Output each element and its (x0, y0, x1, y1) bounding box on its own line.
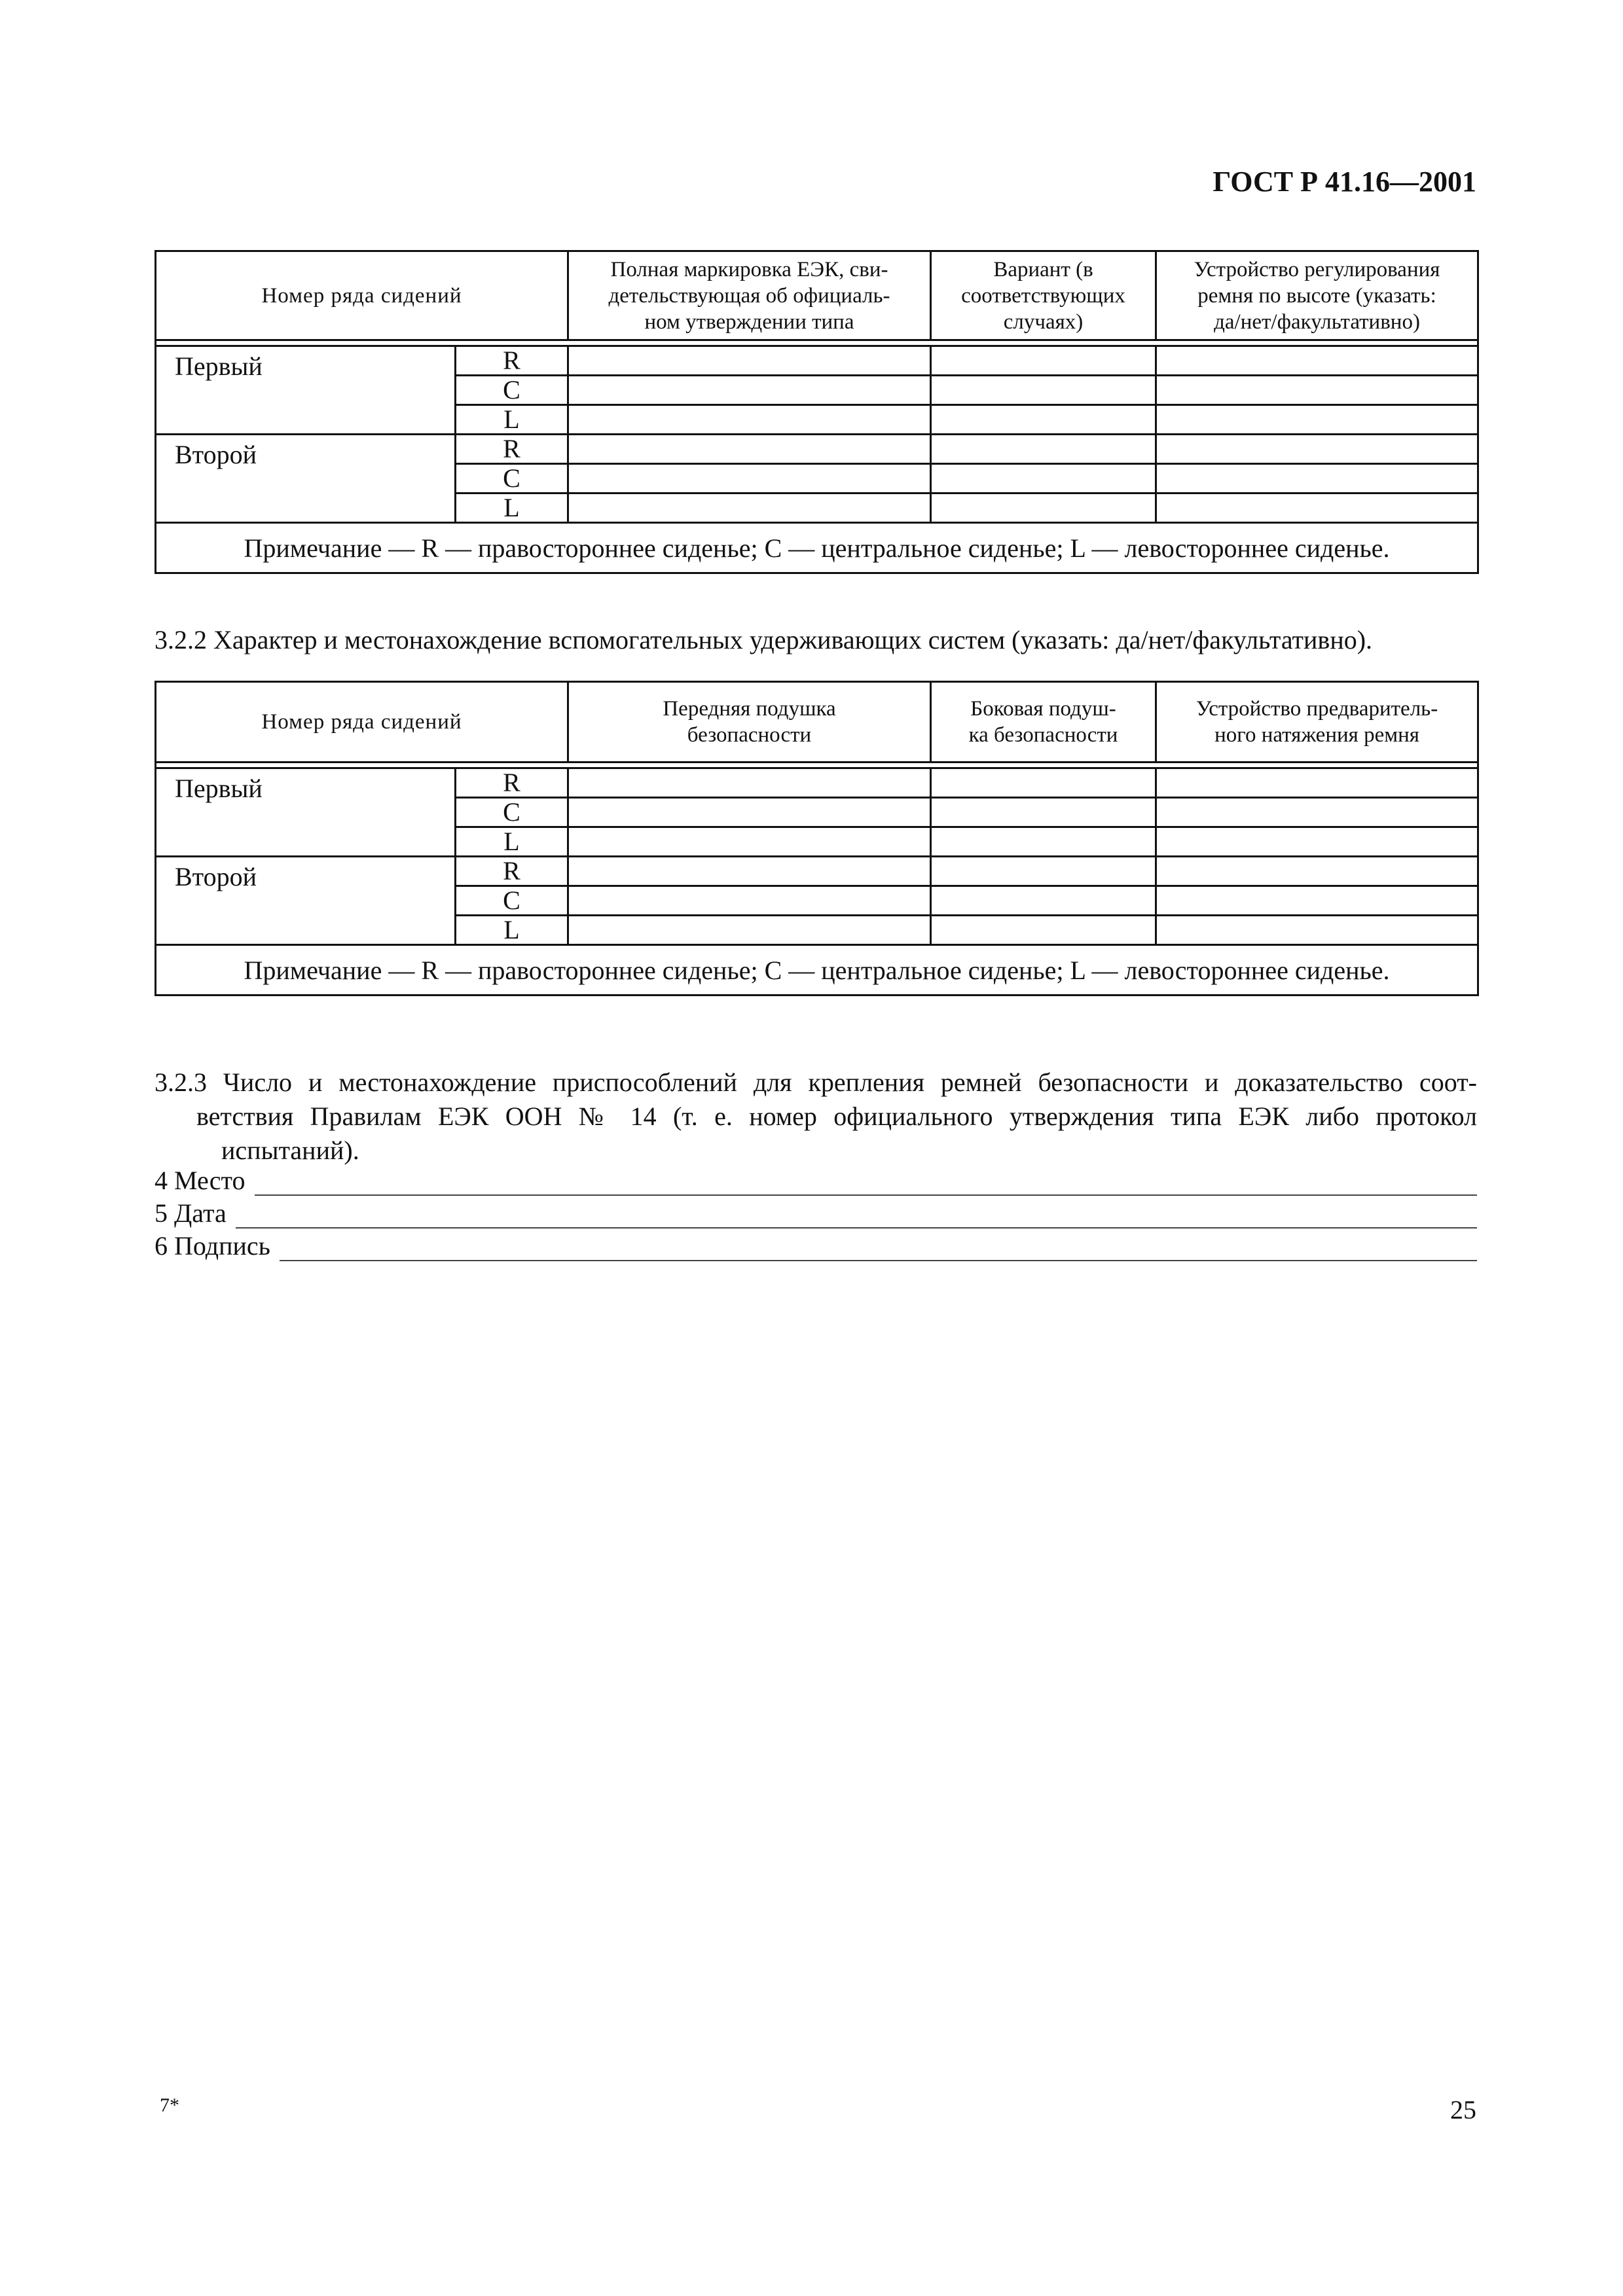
table-cell[interactable] (931, 405, 1156, 435)
table-cell[interactable] (931, 435, 1156, 464)
table-row (156, 346, 1478, 376)
table-cell[interactable] (931, 857, 1156, 886)
table-cell[interactable] (931, 886, 1156, 916)
place-field (155, 1165, 1477, 1196)
row-label-first: Первый (156, 768, 456, 857)
paragraph-3-2-3 (155, 1066, 1477, 1168)
table-cell[interactable] (931, 798, 1156, 827)
table-cell[interactable] (1156, 798, 1478, 827)
col-pretensioner: Устройство предваритель- ного натяжения ремня (1156, 682, 1478, 762)
sheet-marker: 7* (160, 2094, 179, 2116)
place-input-line[interactable] (255, 1171, 1478, 1196)
table-note: Примечание — R — правостороннее сиденье; С — центральное сиденье; L — левостороннее сиденье. (156, 945, 1478, 996)
table-cell[interactable] (1156, 376, 1478, 405)
row-label-second: Второй (156, 435, 456, 523)
para-line: 3.2.3 Число и местонахождение приспособлений для крепления ремней безопасности и доказательство соот- (155, 1067, 1477, 1097)
row-label-first: Первый (156, 346, 456, 435)
table-cell[interactable] (568, 857, 931, 886)
seat-position: R (456, 768, 568, 798)
table-cell[interactable] (931, 768, 1156, 798)
page-number: 25 (1450, 2095, 1476, 2125)
table-cell[interactable] (568, 435, 931, 464)
table-cell[interactable] (931, 493, 1156, 523)
table-row (156, 435, 1478, 464)
table-cell[interactable] (568, 768, 931, 798)
para-line: ветствия Правилам ЕЭК ООН № 14 (т. е. номер официального утверждения типа ЕЭК либо протокол (196, 1102, 1477, 1131)
document-code: ГОСТ Р 41.16—2001 (1213, 166, 1476, 198)
seat-position: R (456, 346, 568, 376)
signature-field (155, 1230, 1477, 1261)
seat-position: C (456, 886, 568, 916)
signature-input-line[interactable] (280, 1236, 1477, 1261)
col-seat-row: Номер ряда сидений (156, 251, 568, 340)
col-height-adjust: Устройство регулирования ремня по высоте (указать: да/нет/факультативно) (1156, 251, 1478, 340)
table-cell[interactable] (931, 346, 1156, 376)
row-label-second: Второй (156, 857, 456, 945)
table-cell[interactable] (931, 464, 1156, 493)
signature-label: 6 Подпись (155, 1231, 270, 1261)
seat-position: C (456, 798, 568, 827)
table-cell[interactable] (568, 798, 931, 827)
table-cell[interactable] (1156, 916, 1478, 945)
table-cell[interactable] (568, 493, 931, 523)
seat-position: R (456, 857, 568, 886)
seat-position: C (456, 464, 568, 493)
col-front-airbag: Передняя подушка безопасности (568, 682, 931, 762)
seat-position: C (456, 376, 568, 405)
table-cell[interactable] (1156, 405, 1478, 435)
seat-position: R (456, 435, 568, 464)
col-ece-marking: Полная маркировка ЕЭК, сви- детельствующая об официаль- ном утверждении типа (568, 251, 931, 340)
date-label: 5 Дата (155, 1198, 227, 1228)
table-cell[interactable] (931, 827, 1156, 857)
table-cell[interactable] (568, 916, 931, 945)
seat-belt-table (155, 250, 1479, 574)
date-input-line[interactable] (236, 1204, 1477, 1229)
col-variant: Вариант (в соответствующих случаях) (931, 251, 1156, 340)
table-cell[interactable] (1156, 857, 1478, 886)
para-line: испытаний). (221, 1136, 359, 1165)
table-cell[interactable] (1156, 886, 1478, 916)
table-cell[interactable] (568, 346, 931, 376)
table-cell[interactable] (1156, 493, 1478, 523)
table-note: Примечание — R — правостороннее сиденье; С — центральное сиденье; L — левостороннее сиденье. (156, 523, 1478, 573)
table-cell[interactable] (568, 464, 931, 493)
seat-position: L (456, 493, 568, 523)
table-cell[interactable] (1156, 827, 1478, 857)
place-label: 4 Место (155, 1166, 246, 1195)
table-row (156, 768, 1478, 798)
col-seat-row: Номер ряда сидений (156, 682, 568, 762)
table-cell[interactable] (1156, 435, 1478, 464)
table-cell[interactable] (1156, 464, 1478, 493)
table-cell[interactable] (931, 916, 1156, 945)
seat-position: L (456, 405, 568, 435)
date-field (155, 1198, 1477, 1229)
col-side-airbag: Боковая подуш- ка безопасности (931, 682, 1156, 762)
paragraph-3-2-2: 3.2.2 Характер и местонахождение вспомогательных удерживающих систем (указать: да/нет/факультативно). (155, 625, 1373, 655)
table-cell[interactable] (1156, 346, 1478, 376)
table-cell[interactable] (931, 376, 1156, 405)
seat-position: L (456, 916, 568, 945)
table-row (156, 857, 1478, 886)
table-cell[interactable] (1156, 768, 1478, 798)
table-header-row (156, 251, 1478, 340)
seat-position: L (456, 827, 568, 857)
table-header-row (156, 682, 1478, 762)
table-cell[interactable] (568, 376, 931, 405)
table-cell[interactable] (568, 886, 931, 916)
table-cell[interactable] (568, 405, 931, 435)
restraint-systems-table (155, 681, 1479, 996)
table-cell[interactable] (568, 827, 931, 857)
